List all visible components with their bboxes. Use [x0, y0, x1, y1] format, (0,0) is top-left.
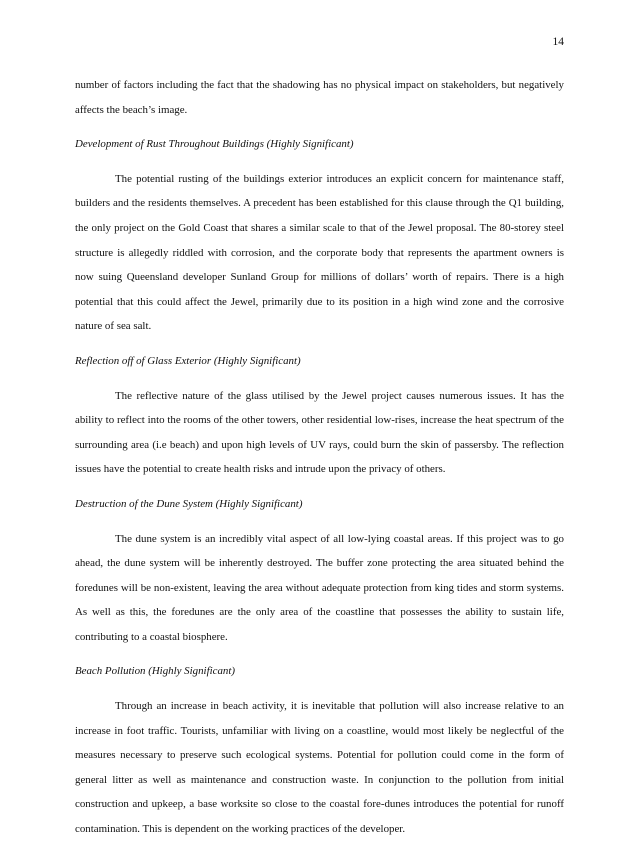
section-body-dune: The dune system is an incredibly vital aspect of all low-lying coastal areas. If this project was to go ahead, the dune system will be inherently destroyed. The buffer zone protecting the area situated behind the foredunes will be non-existent, leaving the area without adequate protection from king tides and storm systems. As well as this, the foredunes are the only area of the coastline that possesses the ability to sustain life, contributing to a coastal biosphere.	[75, 532, 564, 643]
section-body-reflection: The reflective nature of the glass utilised by the Jewel project causes numerous issues. It has the ability to reflect into the rooms of the other towers, other residential low-rises, increase the heat spectrum of the surrounding area (i.e beach) and upon high levels of UV rays, could burn the skin of passersby. The reflection issues have the potential to create health risks and intrude upon the privacy of others.	[75, 389, 564, 476]
section-body-pollution: Through an increase in beach activity, it is inevitable that pollution will also increase relative to an increase in foot traffic. Tourists, unfamiliar with living on a coastline, would most likely be neglectful of the measures necessary to preserve such ecological systems. Potential for pollution could come in the form of general litter as well as maintenance and construction waste. In conjunction to the pollution from initial construction and upkeep, a base worksite so close to the coastal fore-dunes introduces the potential for runoff contamination. This is dependent on the working practices of the developer.	[75, 700, 564, 836]
section-heading-rust: Development of Rust Throughout Buildings (Highly Significant)	[75, 138, 354, 151]
section-heading-dune: Destruction of the Dune System (Highly Significant)	[75, 497, 303, 510]
document-body	[75, 73, 564, 842]
section-body-rust: The potential rusting of the buildings exterior introduces an explicit concern for maintenance staff, builders and the residents themselves. A precedent has been established for this clause through the Q1 building, the only project on the Gold Coast that shares a similar scale to that of the Jewel proposal. The 80-storey steel structure is allegedly riddled with corrosion, and the corporate body that represents the apartment owners is now suing Queensland developer Sunland Group for millions of dollars’ worth of repairs. There is a high potential that this could affect the Jewel, primarily due to its position in a high wind zone and the corrosive nature of sea salt.	[75, 172, 564, 333]
page-number: 14	[552, 36, 564, 48]
section-heading-reflection: Reflection off of Glass Exterior (Highly Significant)	[75, 354, 301, 367]
section-heading-pollution: Beach Pollution (Highly Significant)	[75, 665, 235, 678]
intro-paragraph: number of factors including the fact that the shadowing has no physical impact on stakeholders, but negatively affects the beach’s image.	[75, 79, 564, 116]
